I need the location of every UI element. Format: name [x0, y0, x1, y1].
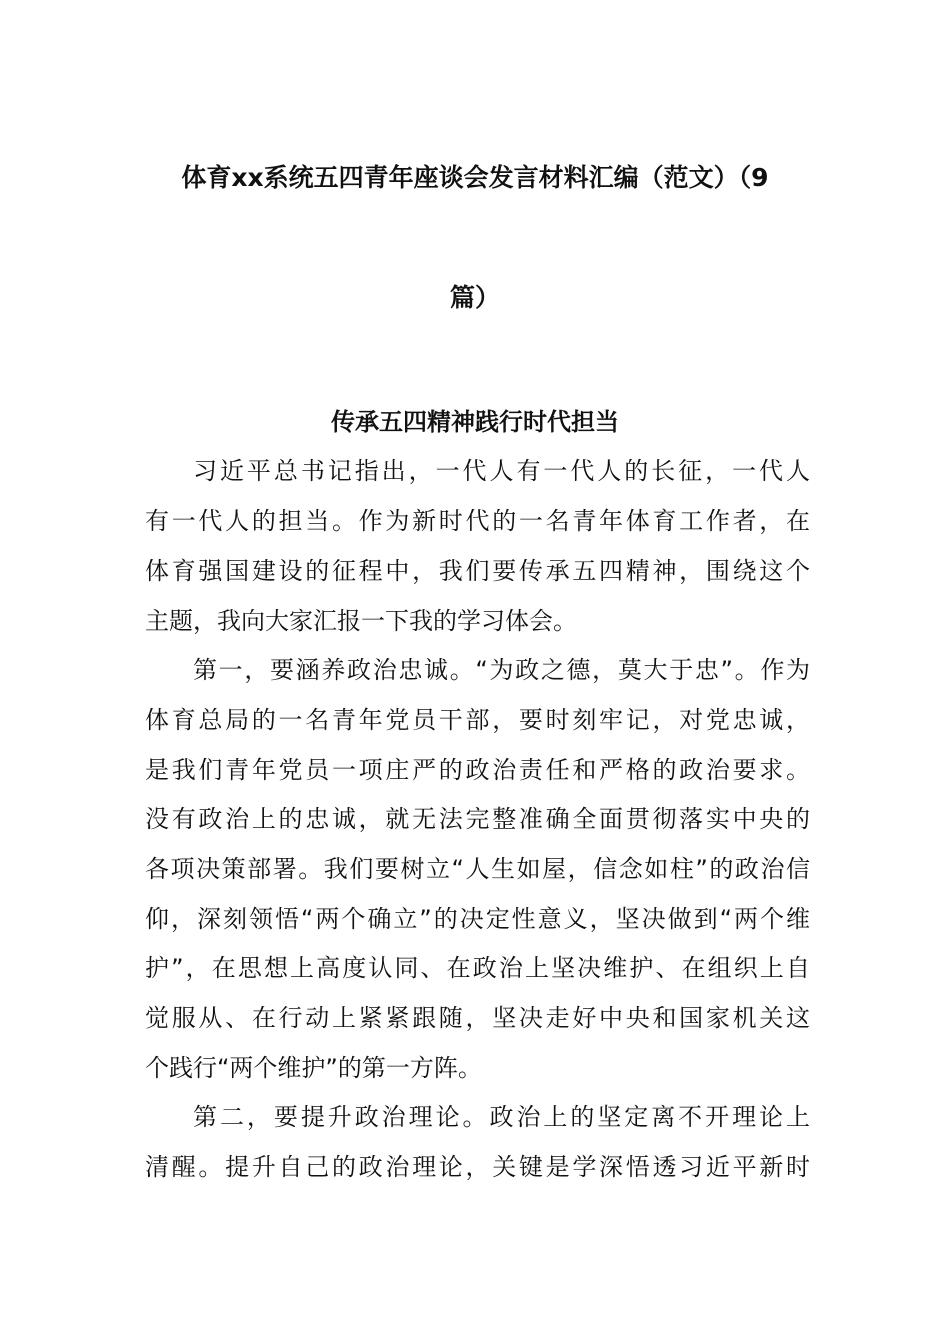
paragraph-line: 个践行“两个维护”的第一方阵。	[145, 1054, 482, 1082]
paragraph-line: 有一代人的担当。作为新时代的一名青年体育工作者，在	[145, 507, 813, 535]
paragraph-line: 习近平总书记指出，一代人有一代人的长征，一代人	[193, 457, 813, 485]
document-title-line-1: 体育xx系统五四青年座谈会发言材料汇编（范文）（9	[181, 163, 769, 192]
paragraph-line: 护”，在思想上高度认同、在政治上坚决维护、在组织上自	[145, 954, 813, 982]
paragraph-line: 是我们青年党员一项庄严的政治责任和严格的政治要求。	[145, 756, 813, 784]
paragraph-line: 第一，要涵养政治忠诚。“为政之德，莫大于忠”。作为	[193, 656, 812, 684]
document-title-line-2: 篇）	[449, 283, 500, 312]
paragraph-line: 没有政治上的忠诚，就无法完整准确全面贯彻落实中央的	[145, 805, 813, 833]
paragraph-line: 清醒。提升自己的政治理论，关键是学深悟透习近平新时	[145, 1153, 813, 1181]
paragraph-line: 体育强国建设的征程中，我们要传承五四精神，围绕这个	[145, 557, 813, 585]
section-heading: 传承五四精神践行时代担当	[331, 408, 619, 436]
paragraph-line: 觉服从、在行动上紧紧跟随，坚决走好中央和国家机关这	[145, 1004, 813, 1032]
paragraph-line: 各项决策部署。我们要树立“人生如屋，信念如柱”的政治信	[145, 855, 812, 883]
paragraph-line: 主题，我向大家汇报一下我的学习体会。	[145, 607, 577, 635]
paragraph-line: 第二，要提升政治理论。政治上的坚定离不开理论上	[193, 1103, 813, 1131]
paragraph-line: 仰，深刻领悟“两个确立”的决定性意义，坚决做到“两个维	[145, 905, 812, 933]
paragraph-line: 体育总局的一名青年党员干部，要时刻牢记，对党忠诚，	[145, 706, 813, 734]
